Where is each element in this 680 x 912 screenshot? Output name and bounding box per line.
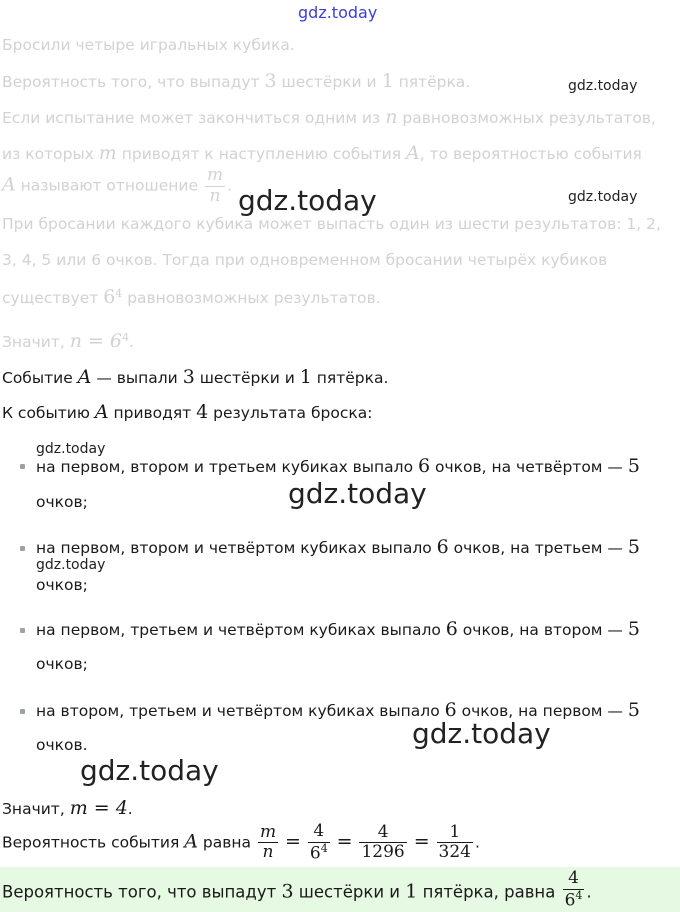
theory-line-7: 3, 4, 5 или 6 очков. Тогда при одновременном бросании четырёх кубиков <box>2 251 608 269</box>
theory-line-1: Бросили четыре игральных кубика. <box>2 36 295 54</box>
watermark: gdz.today <box>568 189 638 205</box>
list-bullet <box>20 628 25 633</box>
list-item-4-line-1: на втором, третьем и четвёртом кубиках выпало 6 очков, на первом — 5 <box>36 699 640 721</box>
list-item-3-line-1: на первом, третьем и четвёртом кубиках выпало 6 очков, на втором — 5 <box>36 618 640 640</box>
watermark: gdz.today <box>80 754 219 787</box>
list-item-3-line-2: очков; <box>36 655 88 673</box>
list-item-1-line-1: на первом, втором и третьем кубиках выпало 6 очков, на четвёртом — 5 <box>36 455 640 477</box>
watermark-top: gdz.today <box>298 3 378 22</box>
list-item-2-line-2: очков; <box>36 576 88 594</box>
event-definition: Событие A — выпали 3 шестёрки и 1 пятёрка. <box>2 366 389 388</box>
answer-box <box>0 867 680 912</box>
fraction-m-over-n: $\frac{m}{n}$ <box>259 821 277 863</box>
fraction-4-over-1296: $\frac{4}{1296}$ <box>361 821 405 863</box>
watermark: gdz.today <box>36 557 106 573</box>
theory-line-2: Вероятность того, что выпадут 3 шестёрки и 1 пятёрка. <box>2 70 471 92</box>
outcomes-lead: К событию A приводят 4 результата броска: <box>2 401 373 423</box>
fraction-4-over-6-pow-4: $\frac{4}{6^4}$ <box>564 868 583 911</box>
theory-line-9: Значит, $n = 6^4$. <box>2 330 134 352</box>
probability-computation: Вероятность события A равна $\frac{m}{n}$ = $\frac{4}{6^4}$ = $\frac{4}{1296}$ = $\frac{1}{324}$ . <box>2 821 480 864</box>
list-bullet <box>20 464 25 469</box>
fraction-1-over-324: $\frac{1}{324}$ <box>438 821 471 863</box>
theory-line-8: существует $6^4$ равновозможных результатов. <box>2 286 381 308</box>
watermark: gdz.today <box>288 477 427 510</box>
list-item-2-line-1: на первом, втором и четвёртом кубиках выпало 6 очков, на третьем — 5 <box>36 536 640 558</box>
fraction-4-over-6-pow-4: $\frac{4}{6^4}$ <box>309 821 328 864</box>
theory-line-3: Если испытание может закончиться одним из n равновозможных результатов, <box>2 106 656 128</box>
theory-line-5: A называют отношение $\frac{m}{n}$ . <box>2 165 232 206</box>
fraction-m-over-n: $\frac{m}{n}$ <box>206 165 224 206</box>
watermark: gdz.today <box>412 717 551 750</box>
theory-line-4: из которых m приводят к наступлению события A, то вероятностью события <box>2 142 642 164</box>
watermark: gdz.today <box>238 184 377 217</box>
list-bullet <box>20 546 25 551</box>
list-item-1-line-2: очков; <box>36 493 88 511</box>
watermark: gdz.today <box>568 78 638 94</box>
watermark: gdz.today <box>36 441 106 457</box>
m-value-line: Значит, m = 4. <box>2 797 133 819</box>
list-item-4-line-2: очков. <box>36 736 88 754</box>
theory-line-6: При бросании каждого кубика может выпасть один из шести результатов: 1, 2, <box>2 215 661 233</box>
list-bullet <box>20 709 25 714</box>
answer-text: Вероятность того, что выпадут 3 шестёрки и 1 пятёрка, равна $\frac{4}{6^4}$ . <box>2 868 592 911</box>
